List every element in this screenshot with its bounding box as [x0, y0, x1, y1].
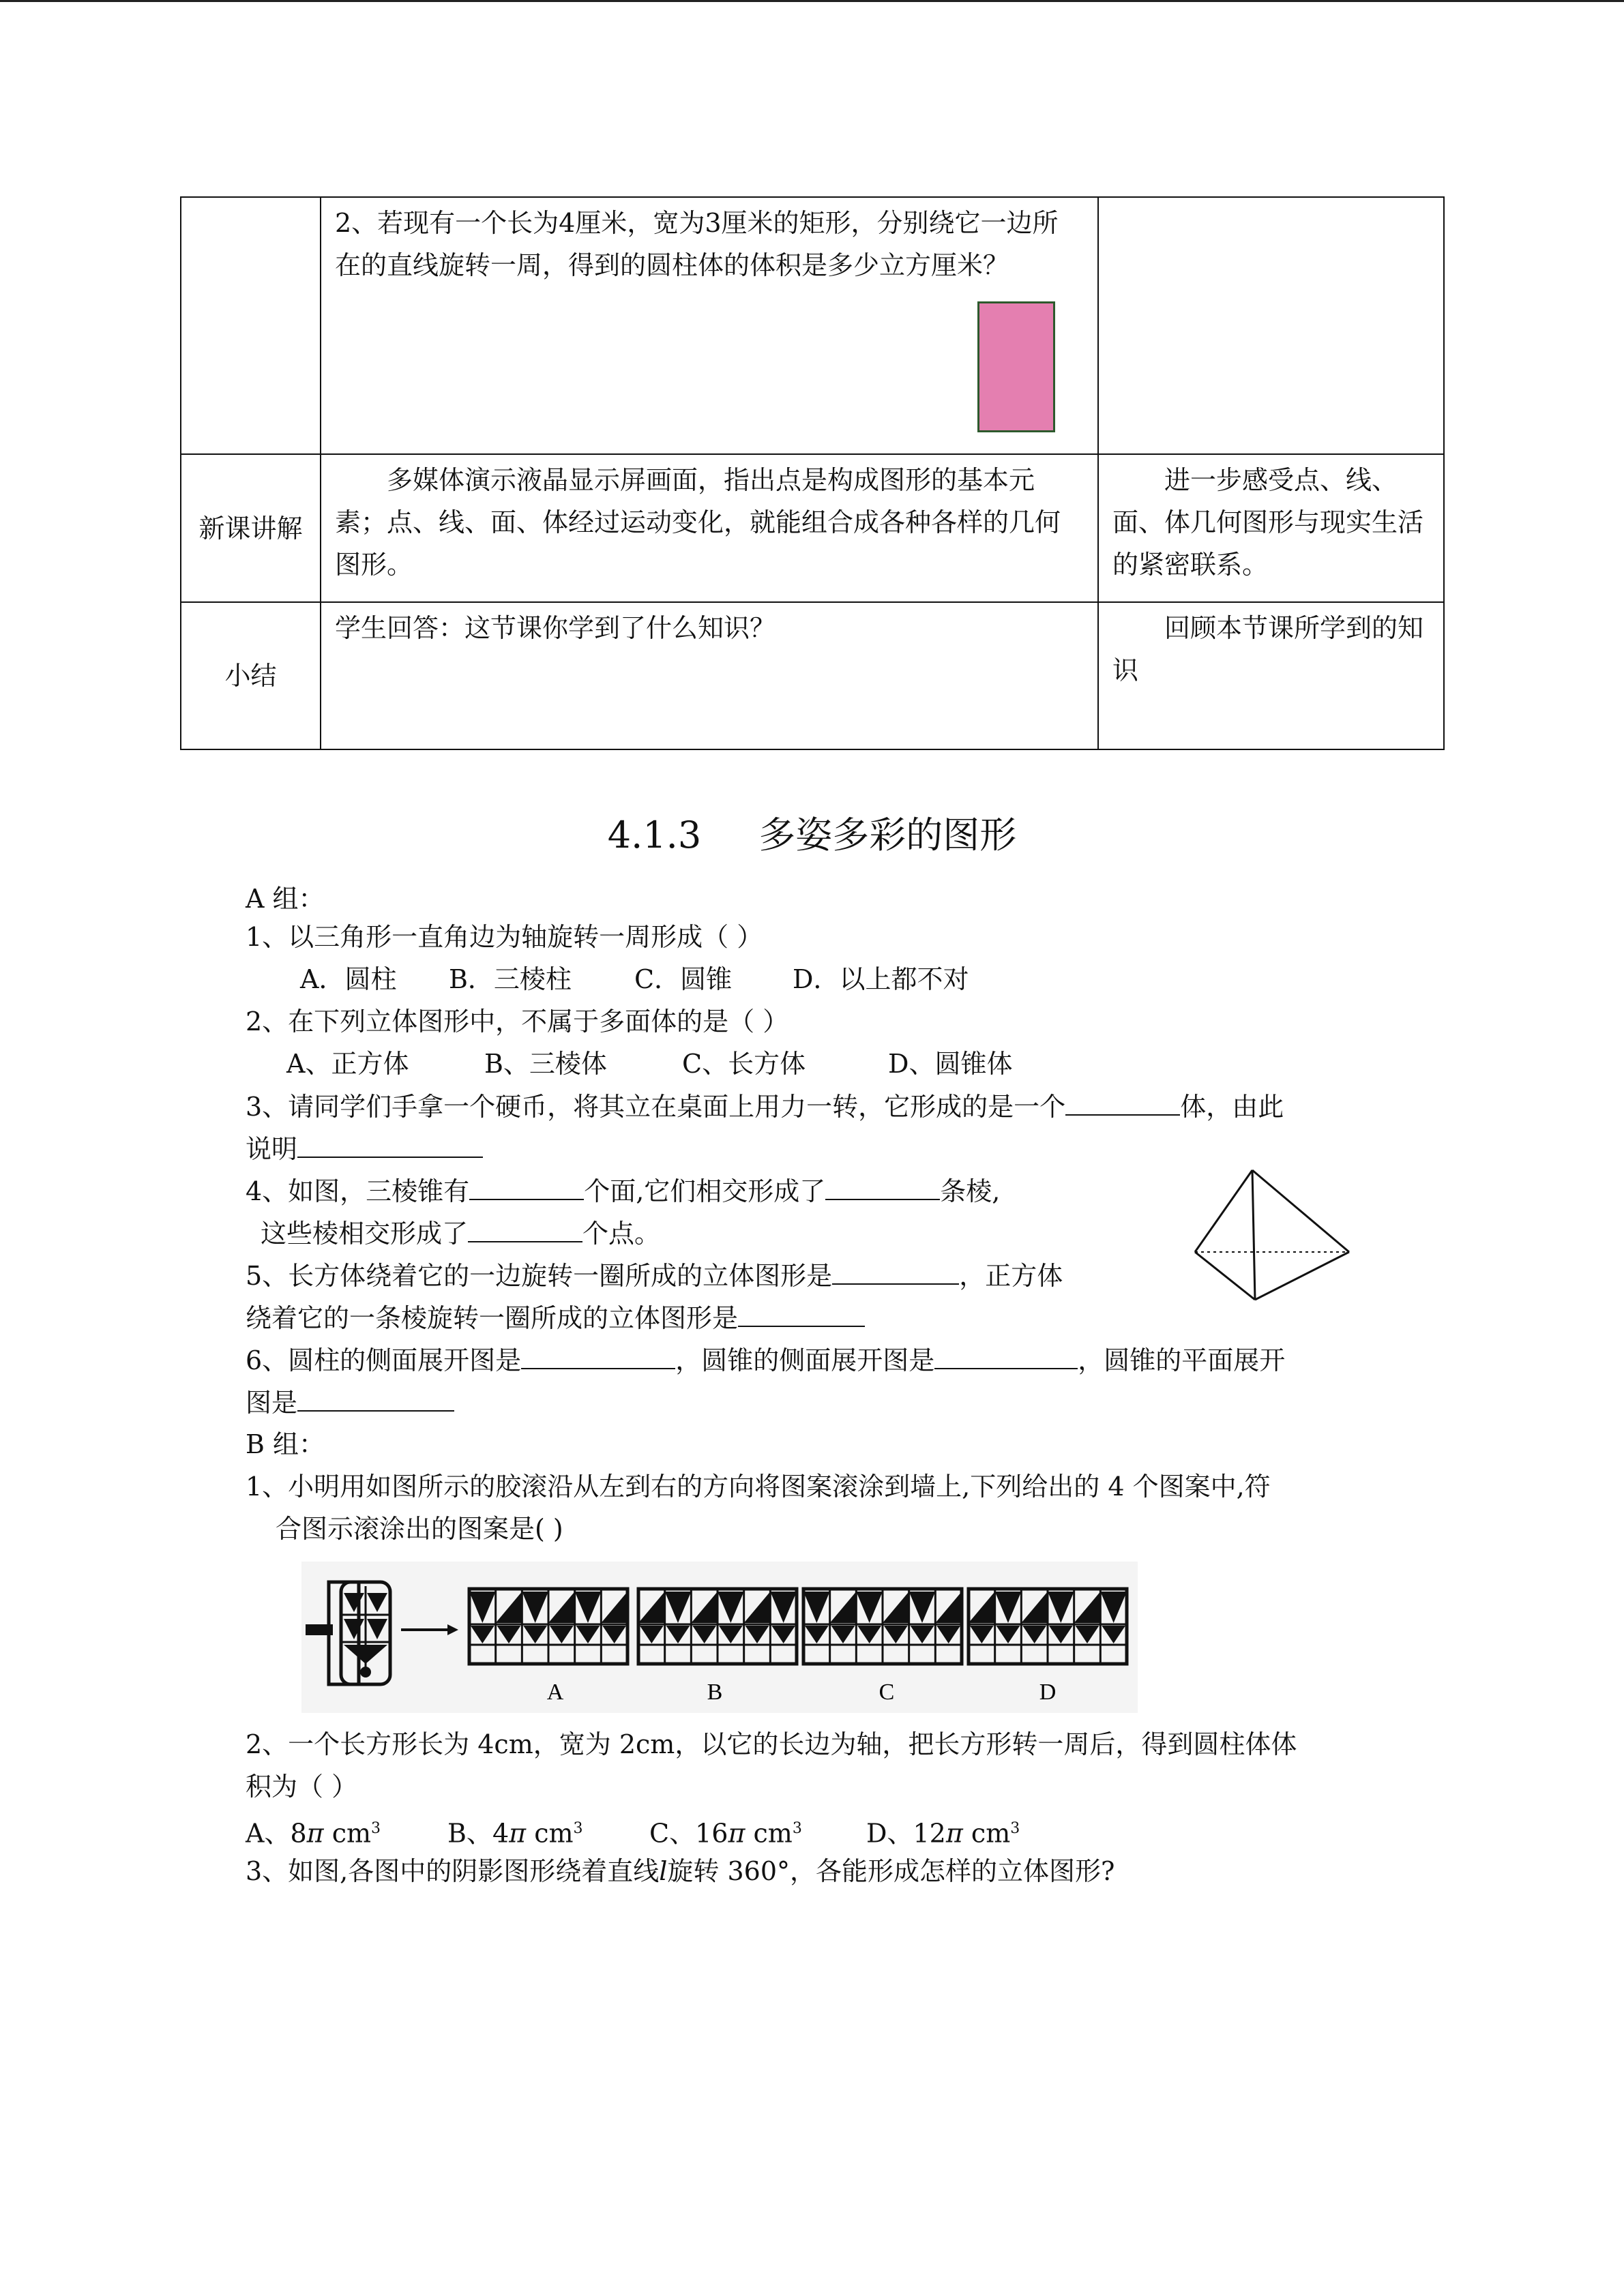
option-b: B．三棱柱 — [449, 964, 572, 994]
q4-text: 个面,它们相交形成了 — [584, 1176, 826, 1206]
page-top-border — [0, 0, 1624, 2]
answer-blank[interactable] — [832, 1256, 959, 1285]
table-row — [181, 602, 1444, 749]
q4-text: 这些棱相交形成了 — [261, 1219, 469, 1249]
option-b: B、三棱体 — [484, 1049, 607, 1079]
pyramid-figure — [1187, 1165, 1357, 1308]
q5-text: 绕着它的一条棱旋转一圈所成的立体图形是 — [246, 1303, 739, 1333]
q4-text: 4、如图，三棱锥有 — [246, 1176, 470, 1206]
question-b3 — [246, 1852, 1114, 1890]
table-cell-note — [1098, 197, 1444, 454]
q6-text: ，圆锥的平面展开 — [1078, 1345, 1286, 1375]
question-a5-line1 — [246, 1256, 1063, 1295]
table-cell-content — [321, 197, 1098, 454]
question-a5-line2 — [246, 1298, 865, 1337]
group-a-label: A 组： — [246, 884, 325, 914]
section-title-text: 多姿多彩的图形 — [758, 814, 1017, 856]
option-a: A、8π $cm^3$ — [246, 1818, 381, 1849]
row-label: 小结 — [181, 602, 321, 749]
question-a3-line1 — [246, 1087, 1284, 1126]
figure-label-b: B — [707, 1680, 723, 1705]
answer-blank[interactable] — [825, 1172, 940, 1200]
question-b2-line2: 积为（ ） — [246, 1772, 358, 1802]
option-c: C．圆锥 — [634, 964, 733, 994]
answer-blank[interactable] — [738, 1298, 865, 1327]
table-cell-content: 多媒体演示液晶显示屏画面，指出点是构成图形的基本元素；点、线、面、体经过运动变化，就能组合成各种各样的几何图形。 — [321, 454, 1098, 602]
question-a4-line1 — [246, 1172, 1000, 1210]
table-cell-note: 进一步感受点、线、面、体几何图形与现实生活的紧密联系。 — [1098, 454, 1444, 602]
question-a6-line2 — [246, 1383, 454, 1422]
figure-label-d: D — [1039, 1680, 1057, 1705]
option-d: D、12π $cm^3$ — [866, 1818, 1020, 1849]
row-label: 新课讲解 — [181, 454, 321, 602]
q3-text: 3、如图,各图中的阴影图形绕着直线 — [246, 1856, 660, 1886]
line-variable: l — [659, 1856, 668, 1886]
answer-blank[interactable] — [468, 1214, 582, 1242]
question-a4-line2 — [261, 1214, 660, 1253]
group-b-label: B 组： — [246, 1429, 325, 1459]
table-cell-content: 学生回答：这节课你学到了什么知识？ — [321, 602, 1098, 749]
q6-text: 图是 — [246, 1388, 298, 1418]
option-d: D、圆锥体 — [888, 1049, 1013, 1079]
question-a2-options — [286, 1045, 1012, 1083]
question-b1-line2: 合图示滚涂出的图案是( ) — [276, 1514, 563, 1544]
option-a: A．圆柱 — [300, 964, 397, 994]
option-a: A、正方体 — [286, 1049, 409, 1079]
table-row — [181, 197, 1444, 454]
table-cell-note: 回顾本节课所学到的知识 — [1098, 602, 1444, 749]
question-b2-options — [246, 1810, 1020, 1853]
lesson-table — [180, 196, 1445, 750]
q5-text: ，正方体 — [959, 1261, 1063, 1291]
question-a1-options — [300, 960, 969, 998]
question-a1: 1、以三角形一直角边为轴旋转一周形成（ ） — [246, 922, 763, 952]
question-a3-line2 — [246, 1129, 483, 1168]
answer-blank[interactable] — [934, 1341, 1078, 1369]
q6-text: 6、圆柱的侧面展开图是 — [246, 1345, 522, 1375]
question-b1-line1: 1、小明用如图所示的胶滚沿从左到右的方向将图案滚涂到墙上,下列给出的 4 个图案中,符 — [246, 1472, 1271, 1502]
q3-text: 体，由此 — [1180, 1092, 1284, 1122]
section-number: 4.1.3 — [607, 814, 702, 856]
q5-text: 5、长方体绕着它的一边旋转一圈所成的立体图形是 — [246, 1261, 833, 1291]
figure-label-a: A — [546, 1680, 564, 1705]
table-cell-empty — [181, 197, 321, 454]
option-b: B、4π $cm^3$ — [447, 1818, 583, 1849]
answer-blank[interactable] — [297, 1383, 454, 1412]
question-text: 2、若现有一个长为4厘米，宽为3厘米的矩形，分别绕它一边所在的直线旋转一周，得到的圆柱体的体积是多少立方厘米？ — [335, 208, 1059, 280]
question-a2: 2、在下列立体图形中，不属于多面体的是（ ） — [246, 1007, 789, 1037]
answer-blank[interactable] — [1065, 1087, 1180, 1116]
answer-blank[interactable] — [469, 1172, 584, 1200]
q4-text: 个点。 — [582, 1219, 661, 1249]
figure-label-c: C — [879, 1680, 895, 1705]
question-b2-line1: 2、一个长方形长为 4cm，宽为 2cm，以它的长边为轴，把长方形转一周后，得到圆柱体体 — [246, 1729, 1297, 1759]
section-title — [0, 808, 1624, 863]
answer-blank[interactable] — [521, 1341, 675, 1369]
roller-pattern-figure — [301, 1562, 1138, 1713]
q6-text: ，圆锥的侧面展开图是 — [675, 1345, 935, 1375]
option-c: C、16π $cm^3$ — [649, 1818, 802, 1849]
rectangle-figure — [977, 301, 1055, 432]
q4-text: 条棱, — [940, 1176, 1001, 1206]
option-d: D．以上都不对 — [793, 964, 969, 994]
table-row — [181, 454, 1444, 602]
q3-text: 说明 — [246, 1134, 298, 1164]
q3-text: 3、请同学们手拿一个硬币，将其立在桌面上用力一转，它形成的是一个 — [246, 1092, 1066, 1122]
question-a6-line1 — [246, 1341, 1285, 1380]
q3-text: 旋转 360°，各能形成怎样的立体图形? — [667, 1856, 1115, 1886]
option-c: C、长方体 — [682, 1049, 806, 1079]
answer-blank[interactable] — [297, 1129, 483, 1158]
